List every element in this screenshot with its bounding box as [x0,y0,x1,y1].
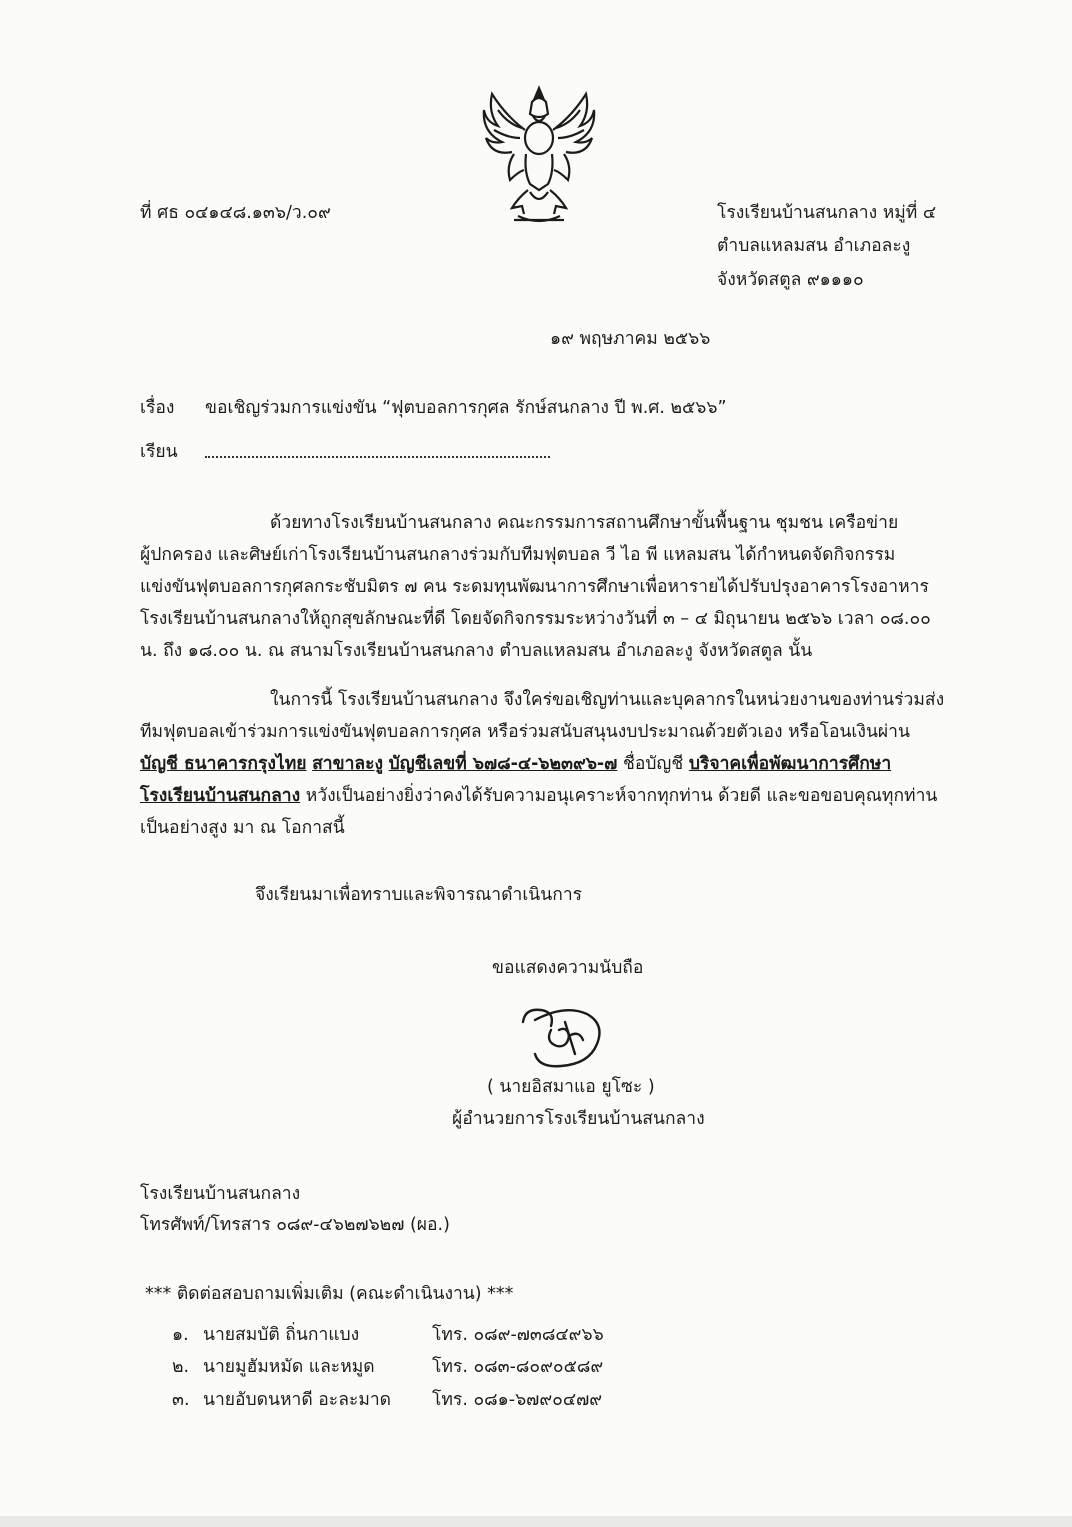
contact-name: นายสมบัติ ถิ่นกาแบง [203,1325,360,1345]
footer-phone: โทรศัพท์/โทรสาร ๐๘๙-๔๖๒๗๖๒๗ (ผอ.) [140,1215,450,1235]
school-address-line-3: จังหวัดสตูล ๙๑๑๑๐ [717,270,864,290]
contact-phone: โทร. ๐๘๑-๖๗๙๐๔๗๙ [432,1390,603,1410]
contact-number: ๑. [172,1325,189,1345]
body-para2-tail: หวังเป็นอย่างยิ่งว่าคงได้รับความอนุเคราะห์จากทุกท่าน ด้วยดี และขอขอบคุณทุกท่าน [305,786,938,806]
reference-number: ที่ ศธ ๐๔๑๔๘.๑๓๖/ว.๐๙ [140,203,331,223]
account-number: บัญชีเลขที่ ๖๗๘-๔-๖๒๓๙๖-๗ [388,754,618,774]
recipient-label: เรียน [140,442,178,462]
closing-request: จึงเรียนมาเพื่อทราบและพิจารณาดำเนินการ [255,885,583,905]
account-name-label: ชื่อบัญชี [622,754,684,774]
contact-title: *** ติดต่อสอบถามเพิ่มเติม (คณะดำเนินงาน) *** [145,1284,514,1304]
body-para1-line: ด้วยทางโรงเรียนบ้านสนกลาง คณะกรรมการสถานศึกษาขั้นพื้นฐาน ชุมชน เครือข่าย [270,513,899,533]
contact-number: ๒. [172,1357,190,1377]
account-name-part1: บริจาคเพื่อพัฒนาการศึกษา [688,754,892,774]
bank-account-line [140,749,891,777]
school-address-line-2: ตำบลแหลมสน อำเภอละงู [717,236,911,256]
account-name-part2: โรงเรียนบ้านสนกลาง [140,786,301,806]
bank-name: บัญชี ธนาคารกรุงไทย [140,754,307,774]
body-para2-line: ทีมฟุตบอลเข้าร่วมการแข่งขันฟุตบอลการกุศล หรือร่วมสนับสนุนงบประมาณด้วยตัวเอง หรือโอนเงินผ่าน [140,722,910,742]
page-bottom-edge [0,1516,1072,1527]
body-para2-line: เป็นอย่างสูง มา ณ โอกาสนี้ [140,818,345,838]
garuda-emblem-icon [478,80,600,228]
body-para1-line: โรงเรียนบ้านสนกลางให้ถูกสุขลักษณะที่ดี โดยจัดกิจกรรมระหว่างวันที่ ๓ – ๔ มิถุนายน ๒๕๖๖ เวลา ๐๘.๐๐ [140,609,931,629]
subject-label: เรื่อง [140,398,175,418]
contact-phone: โทร. ๐๘๓-๘๐๙๐๕๘๙ [432,1357,604,1377]
school-address-line-1: โรงเรียนบ้านสนกลาง หมู่ที่ ๔ [717,203,937,223]
contact-name: นายอับดนหาดี อะละมาด [203,1390,392,1410]
body-para1-line: น. ถึง ๑๘.๐๐ น. ณ สนามโรงเรียนบ้านสนกลาง ตำบลแหลมสน อำเภอละงู จังหวัดสตูล นั้น [140,641,813,661]
recipient-blank-line [205,452,550,458]
body-para1-line: ผู้ปกครอง และศิษย์เก่าโรงเรียนบ้านสนกลางร่วมกับทีมฟุตบอล วี ไอ พี แหลมสน ได้กำหนดจัดกิจกรรม [140,545,896,565]
subject-text: ขอเชิญร่วมการแข่งขัน “ฟุตบอลการกุศล รักษ์สนกลาง ปี พ.ศ. ๒๕๖๖” [205,398,727,418]
signatory-name: ( นายอิสมาแอ ยูโซะ ) [487,1077,655,1097]
letter-date: ๑๙ พฤษภาคม ๒๕๖๖ [550,329,711,349]
signatory-position: ผู้อำนวยการโรงเรียนบ้านสนกลาง [452,1109,705,1129]
closing-salutation: ขอแสดงความนับถือ [492,958,644,978]
footer-school-name: โรงเรียนบ้านสนกลาง [140,1184,301,1204]
contact-name: นายมูฮัมหมัด และหมูด [203,1357,375,1377]
signature-mark [505,1000,615,1072]
bank-branch: สาขาละงู [312,754,384,774]
body-para1-line: แข่งขันฟุตบอลการกุศลกระชับมิตร ๗ คน ระดมทุนพัฒนาการศึกษาเพื่อหารายได้ปรับปรุงอาคารโรงอาหาร [140,577,929,597]
contact-number: ๓. [172,1390,190,1410]
body-para2-line: ในการนี้ โรงเรียนบ้านสนกลาง จึงใคร่ขอเชิญท่านและบุคลากรในหน่วยงานของท่านร่วมส่ง [270,690,945,710]
contact-phone: โทร. ๐๘๙-๗๓๘๔๙๖๖ [432,1325,604,1345]
body-para2-line [140,781,937,809]
